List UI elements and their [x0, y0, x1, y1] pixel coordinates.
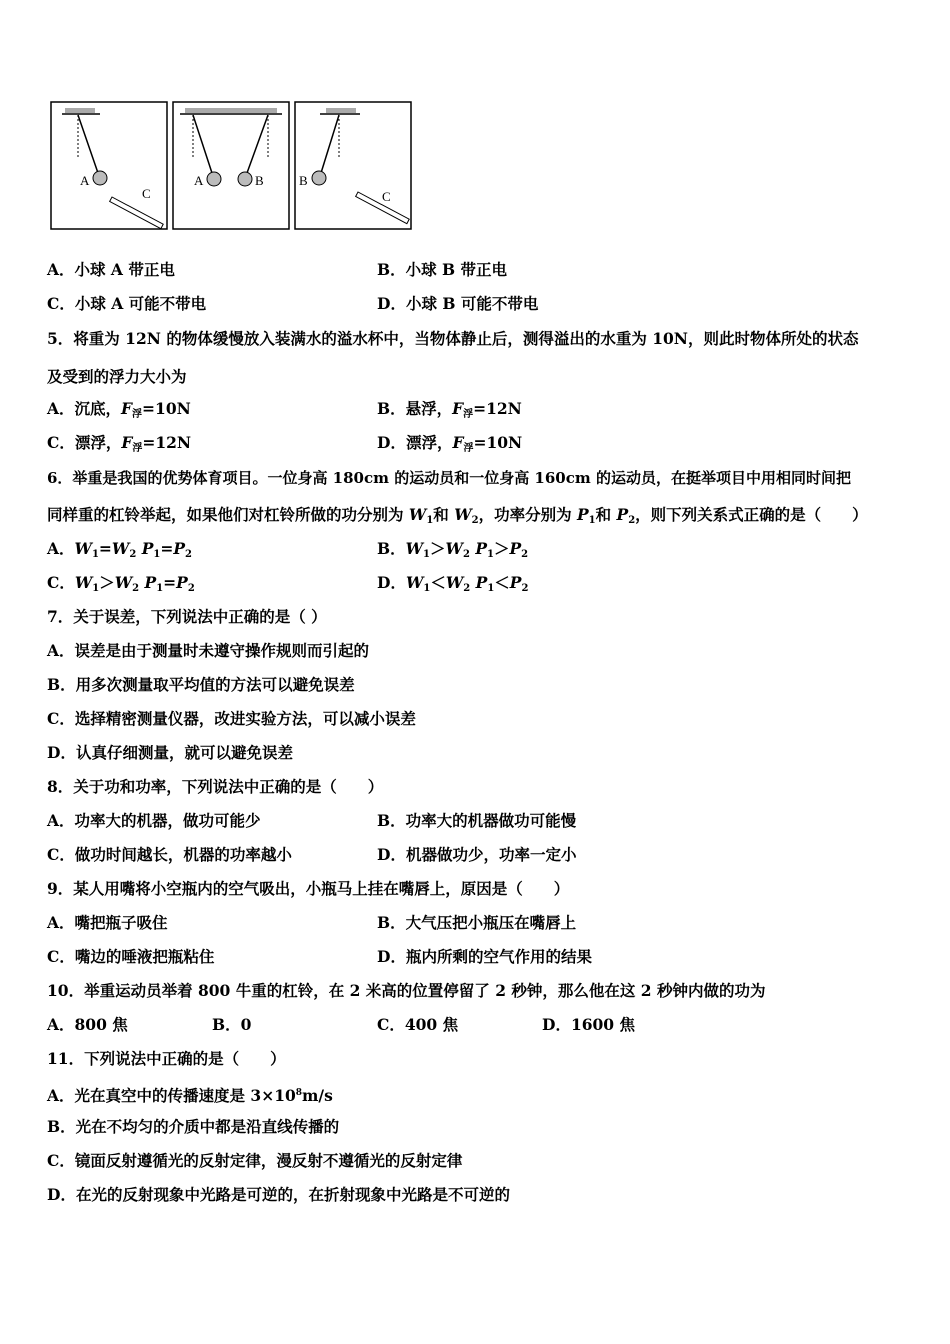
q4-option-a: A．小球 A 带正电: [47, 260, 175, 279]
q7-option-d: D．认真仔细测量，就可以避免误差: [47, 743, 293, 762]
label-a: A: [194, 173, 204, 188]
q6-option-a: A．$W_1=W_2$ $P_1=P_2$: [47, 539, 192, 560]
q9-option-c: C．嘴边的唾液把瓶粘住: [47, 947, 215, 966]
ball-b: [238, 172, 252, 186]
q7-option-b: B．用多次测量取平均值的方法可以避免误差: [47, 675, 355, 694]
q8-option-b: B．功率大的机器做功可能慢: [377, 811, 577, 830]
q11-option-b: B．光在不均匀的介质中都是沿直线传播的: [47, 1117, 340, 1136]
q8-option-a: A．功率大的机器，做功可能少: [47, 811, 261, 830]
ball-b: [312, 171, 326, 185]
q10-option-c: C．400 焦: [377, 1015, 459, 1034]
rod-c: [110, 197, 164, 229]
q6-stem: 6．举重是我国的优势体育项目。一位身高 180cm 的运动员和一位身高 160cm 的运动员，在挺举项目中用相同时间把: [47, 469, 851, 487]
ball-a: [93, 171, 107, 185]
q11-option-a: A．光在真空中的传播速度是 $3\times 10^8m/s$: [47, 1086, 333, 1105]
q10-option-d: D．1600 焦: [542, 1015, 635, 1034]
q8-option-c: C．做功时间越长，机器的功率越小: [47, 845, 292, 864]
panel-1: [51, 102, 167, 229]
q11-stem: 11．下列说法中正确的是（ ）: [47, 1049, 286, 1068]
q6-option-c: C．$W_1>W_2$ $P_1=P_2$: [47, 573, 195, 594]
q9-option-a: A．嘴把瓶子吸住: [47, 913, 168, 932]
q10-stem: 10．举重运动员举着 800 牛重的杠铃，在 2 米高的位置停留了 2 秒钟，那么他在这 2 秒钟内做的功为: [47, 981, 766, 1000]
q5-option-c: C．漂浮，$F_浮=12N$: [47, 433, 192, 454]
label-a: A: [80, 173, 90, 188]
q7-option-c: C．选择精密测量仪器，改进实验方法，可以减小误差: [47, 709, 416, 728]
panel-2: [173, 102, 289, 229]
label-b: B: [299, 173, 308, 188]
q5-option-a: A．沉底，$F_浮=10N$: [47, 399, 191, 420]
pendulum-figure: [50, 100, 415, 232]
q4-option-c: C．小球 A 可能不带电: [47, 294, 207, 313]
q5-option-b: B．悬浮，$F_浮=12N$: [377, 399, 522, 420]
q11-option-c: C．镜面反射遵循光的反射定律，漫反射不遵循光的反射定律: [47, 1151, 463, 1170]
q5-stem: 5．将重为 12N 的物体缓慢放入装满水的溢水杯中，当物体静止后，测得溢出的水重为 10N，则此时物体所处的状态: [47, 329, 859, 348]
q5-option-d: D．漂浮，$F_浮=10N$: [377, 433, 523, 454]
q9-option-d: D．瓶内所剩的空气作用的结果: [377, 947, 592, 966]
q8-stem: 8．关于功和功率，下列说法中正确的是（ ）: [47, 777, 384, 796]
q7-option-a: A．误差是由于测量时未遵守操作规则而引起的: [47, 641, 370, 660]
q4-option-d: D．小球 B 可能不带电: [377, 294, 539, 313]
label-c: C: [382, 189, 391, 204]
q7-stem: 7．关于误差，下列说法中正确的是（ ）: [47, 607, 327, 626]
q5-stem-cont: 及受到的浮力大小为: [47, 367, 187, 386]
label-c: C: [142, 186, 151, 201]
q9-stem: 9．某人用嘴将小空瓶内的空气吸出，小瓶马上挂在嘴唇上，原因是（ ）: [47, 879, 570, 898]
q6-stem-cont: 同样重的杠铃举起，如果他们对杠铃所做的功分别为 $W_1$和 $W_2$，功率分别为 $P_1$和 $P_2$，则下列关系式正确的是（ ）: [47, 505, 868, 526]
q9-option-b: B．大气压把小瓶压在嘴唇上: [377, 913, 577, 932]
label-b: B: [255, 173, 264, 188]
q6-option-b: B．$W_1>W_2$ $P_1>P_2$: [377, 539, 529, 560]
q11-option-d: D．在光的反射现象中光路是可逆的，在折射现象中光路是不可逆的: [47, 1185, 510, 1204]
q6-option-d: D．$W_1<W_2$ $P_1<P_2$: [377, 573, 529, 594]
q10-option-a: A．800 焦: [47, 1015, 128, 1034]
q4-option-b: B．小球 B 带正电: [377, 260, 507, 279]
panel-3: [295, 102, 411, 229]
ball-a: [207, 172, 221, 186]
q8-option-d: D．机器做功少，功率一定小: [377, 845, 577, 864]
q10-option-b: B．0: [212, 1015, 252, 1034]
